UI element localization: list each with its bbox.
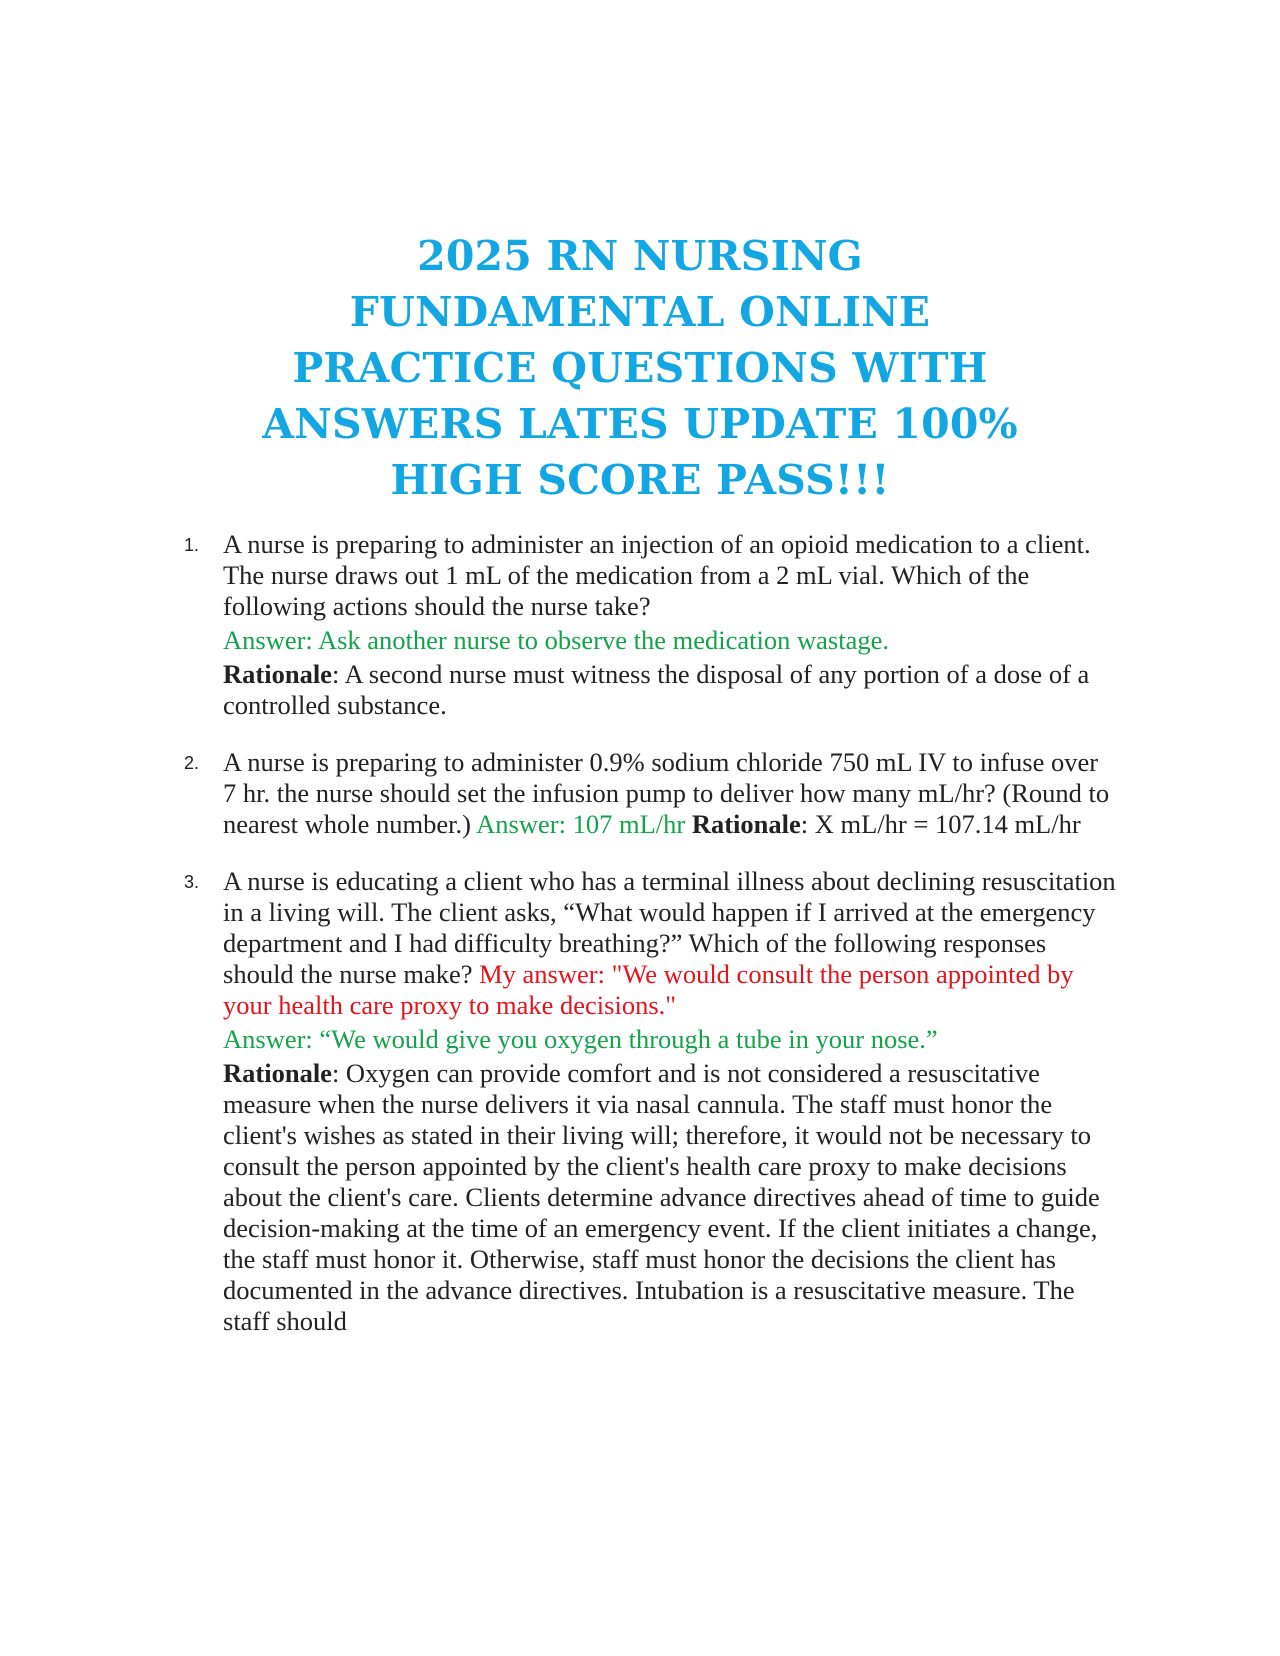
correct-answer: Answer: “We would give you oxygen through a tube in your nose.” (223, 1024, 938, 1054)
rationale-text: : X mL/hr = 107.14 mL/hr (800, 809, 1081, 839)
rationale-label: Rationale (223, 1058, 332, 1088)
rationale-label: Rationale (223, 659, 332, 689)
question-number: 3. (184, 872, 200, 892)
title-line: FUNDAMENTAL ONLINE (349, 288, 931, 336)
rationale (223, 659, 1116, 721)
rationale-label: Rationale (691, 809, 801, 839)
rationale-text: : Oxygen can provide comfort and is not considered a resuscitative measure when the nurse delivers it via nasal cannula. The staff must honor the client's wishes as stated in their living will; therefore, it would not be necessary to consult the person appointed by the client's health care proxy to make decisions about the client's care. Clients determine advance directives ahead of time to guide decision-making at the time of an emergency event. If the client initiates a change, the staff must honor it. Otherwise, staff must honor the decisions the client has documented in the advance directives. Intubation is a resuscitative measure. The staff should (223, 1058, 1100, 1336)
question-stem-text: A nurse is preparing to administer 0.9% sodium chloride 750 mL IV to infuse over 7 hr. the nurse should set the infusion pump to deliver how many mL/hr? (Round to nearest whole number.) (223, 747, 1110, 839)
question-stem (223, 747, 1116, 840)
question-item-1 (176, 529, 1116, 721)
question-stem: A nurse is preparing to administer an injection of an opioid medication to a client. The nurse draws out 1 mL of the medication from a 2 mL vial. Which of the following actions should the nurse take? (223, 529, 1091, 621)
title-line: HIGH SCORE PASS!!! (390, 456, 890, 504)
title-line: ANSWERS LATES UPDATE 100% (262, 400, 1018, 448)
title-line: 2025 RN NURSING (417, 232, 863, 280)
question-item-3 (176, 866, 1116, 1337)
rationale (223, 1058, 1116, 1337)
question-number: 1. (184, 535, 200, 555)
rationale-text: : A second nurse must witness the disposal of any portion of a dose of a controlled substance. (223, 659, 1090, 720)
question-list (176, 529, 1116, 1337)
title-line: PRACTICE QUESTIONS WITH (292, 344, 988, 392)
question-number: 2. (184, 753, 200, 773)
question-stem-text: A nurse is educating a client who has a terminal illness about declining resuscitation in a living will. The client asks, “What would happen if I arrived at the emergency department and I had difficulty breathing?” Which of the following responses should the nurse make? (223, 866, 1116, 989)
question-item-2 (176, 747, 1116, 840)
correct-answer: Answer: Ask another nurse to observe the medication wastage. (223, 625, 889, 655)
my-answer: My answer: "We would consult the person appointed by your health care proxy to make decisions." (223, 959, 1074, 1020)
document-title (160, 228, 1120, 508)
question-stem (223, 866, 1116, 1021)
correct-answer: Answer: 107 mL/hr (476, 809, 686, 839)
